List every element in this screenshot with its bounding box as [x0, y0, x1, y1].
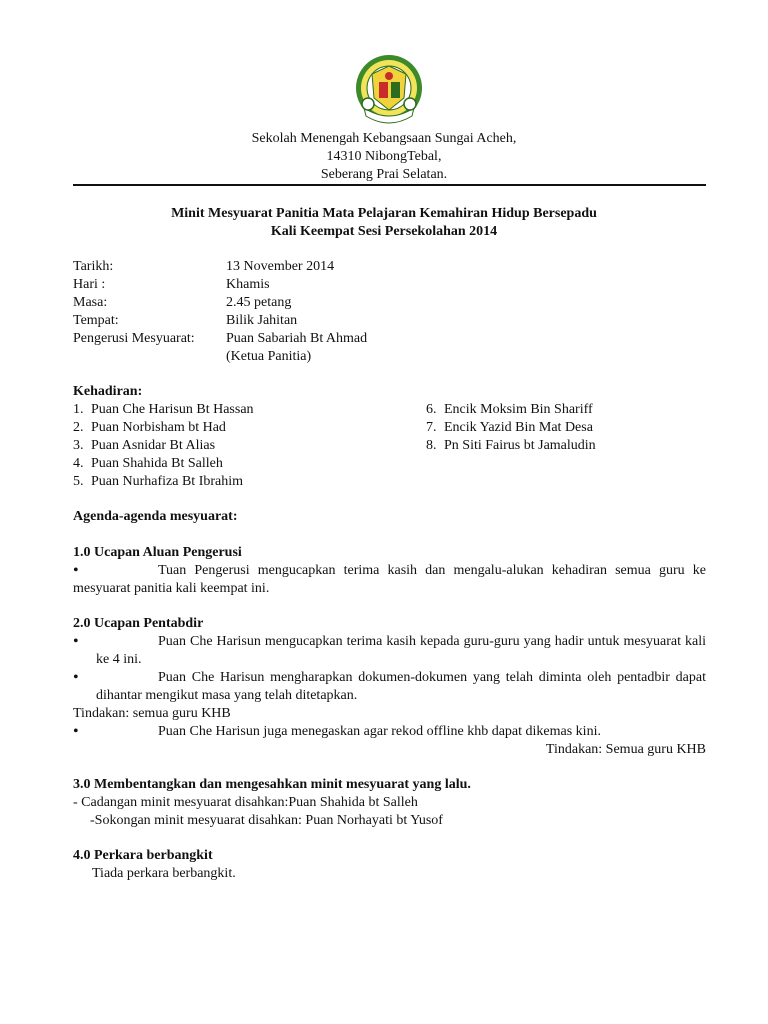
- attendee-name: Puan Asnidar Bt Alias: [91, 438, 216, 453]
- list-number: 3.: [73, 438, 84, 453]
- list-item: [73, 401, 254, 419]
- agenda-heading: Agenda-agenda mesyuarat:: [73, 509, 238, 524]
- school-address: [0, 130, 768, 184]
- header-divider: [73, 184, 706, 186]
- section-4-heading: 4.0 Perkara berbangkit: [73, 848, 213, 863]
- attendee-name: Puan Shahida Bt Salleh: [91, 456, 223, 471]
- school-crest-logo: [354, 52, 424, 128]
- bullet-text: Puan Che Harisun mengharapkan dokumen-dokumen yang telah diminta oleh pentadbir dapat dihantar mengikut masa yang telah ditetapkan.: [96, 670, 706, 703]
- list-item: [73, 473, 254, 491]
- section-1-heading: 1.0 Ucapan Aluan Pengerusi: [73, 545, 242, 560]
- section-3-heading: 3.0 Membentangkan dan mengesahkan minit mesyuarat yang lalu.: [73, 777, 471, 792]
- section-2-heading: 2.0 Ucapan Pentabdir: [73, 616, 204, 631]
- list-item: [73, 419, 254, 437]
- section-4-line-1: Tiada perkara berbangkit.: [92, 866, 236, 881]
- detail-value: 13 November 2014: [226, 259, 335, 274]
- detail-label: Hari :: [73, 277, 106, 292]
- list-number: 7.: [426, 420, 437, 435]
- detail-value: 2.45 petang: [226, 295, 292, 310]
- attendee-name: Encik Yazid Bin Mat Desa: [444, 420, 593, 435]
- list-number: 5.: [73, 474, 84, 489]
- list-item: [426, 419, 596, 437]
- attendee-name: Puan Che Harisun Bt Hassan: [91, 402, 254, 417]
- bullet-icon: •: [73, 669, 79, 686]
- list-item: [73, 437, 254, 455]
- section-2-bullet-3: [73, 723, 706, 741]
- title-line-1: Minit Mesyuarat Panitia Mata Pelajaran Kemahiran Hidup Bersepadu: [171, 206, 597, 221]
- detail-value: Puan Sabariah Bt Ahmad: [226, 331, 368, 346]
- attendance-list-left: [73, 401, 254, 491]
- bullet-icon: •: [73, 723, 79, 740]
- list-number: 8.: [426, 438, 437, 453]
- bullet-icon: •: [73, 562, 79, 579]
- bullet-icon: •: [73, 633, 79, 650]
- attendee-name: Puan Nurhafiza Bt Ibrahim: [91, 474, 244, 489]
- detail-label: Pengerusi Mesyuarat:: [73, 331, 195, 346]
- action-note-2: Tindakan: Semua guru KHB: [545, 742, 706, 757]
- list-number: 2.: [73, 420, 84, 435]
- attendee-name: Pn Siti Fairus bt Jamaludin: [444, 438, 596, 453]
- address-line-3: Seberang Prai Selatan.: [320, 167, 448, 182]
- detail-value: (Ketua Panitia): [226, 349, 312, 364]
- address-line-1: Sekolah Menengah Kebangsaan Sungai Acheh,: [251, 131, 517, 146]
- list-number: 1.: [73, 402, 84, 417]
- list-item: [426, 437, 596, 455]
- bullet-text: Tuan Pengerusi mengucapkan terima kasih dan mengalu-alukan kehadiran semua guru ke mesyuarat panitia kali keempat ini.: [73, 563, 706, 596]
- document-title: [0, 205, 768, 241]
- section-3-line-2: -Sokongan minit mesyuarat disahkan: Puan Norhayati bt Yusof: [90, 813, 443, 828]
- action-note-1: Tindakan: semua guru KHB: [73, 706, 231, 721]
- section-2-bullet-1: [73, 633, 706, 669]
- detail-label: Masa:: [73, 295, 108, 310]
- attendance-heading: Kehadiran:: [73, 384, 143, 399]
- detail-label: Tarikh:: [73, 259, 114, 274]
- section-3-line-1: - Cadangan minit mesyuarat disahkan:Puan Shahida bt Salleh: [73, 795, 418, 810]
- attendee-name: Encik Moksim Bin Shariff: [444, 402, 593, 417]
- detail-label: Tempat:: [73, 313, 119, 328]
- detail-value: Bilik Jahitan: [226, 313, 298, 328]
- list-item: [426, 401, 596, 419]
- list-item: [73, 455, 254, 473]
- address-line-2: 14310 NibongTebal,: [326, 149, 442, 164]
- bullet-text: Puan Che Harisun juga menegaskan agar rekod offline khb dapat dikemas kini.: [158, 724, 601, 739]
- bullet-text: Puan Che Harisun mengucapkan terima kasih kepada guru-guru yang hadir untuk mesyuarat kali ke 4 ini.: [96, 634, 706, 667]
- section-2-bullet-2: [73, 669, 706, 705]
- list-number: 4.: [73, 456, 84, 471]
- attendee-name: Puan Norbisham bt Had: [91, 420, 226, 435]
- section-1-bullet-1: [73, 562, 706, 598]
- list-number: 6.: [426, 402, 437, 417]
- detail-value: Khamis: [226, 277, 270, 292]
- title-line-2: Kali Keempat Sesi Persekolahan 2014: [270, 224, 498, 239]
- attendance-list-right: [426, 401, 596, 455]
